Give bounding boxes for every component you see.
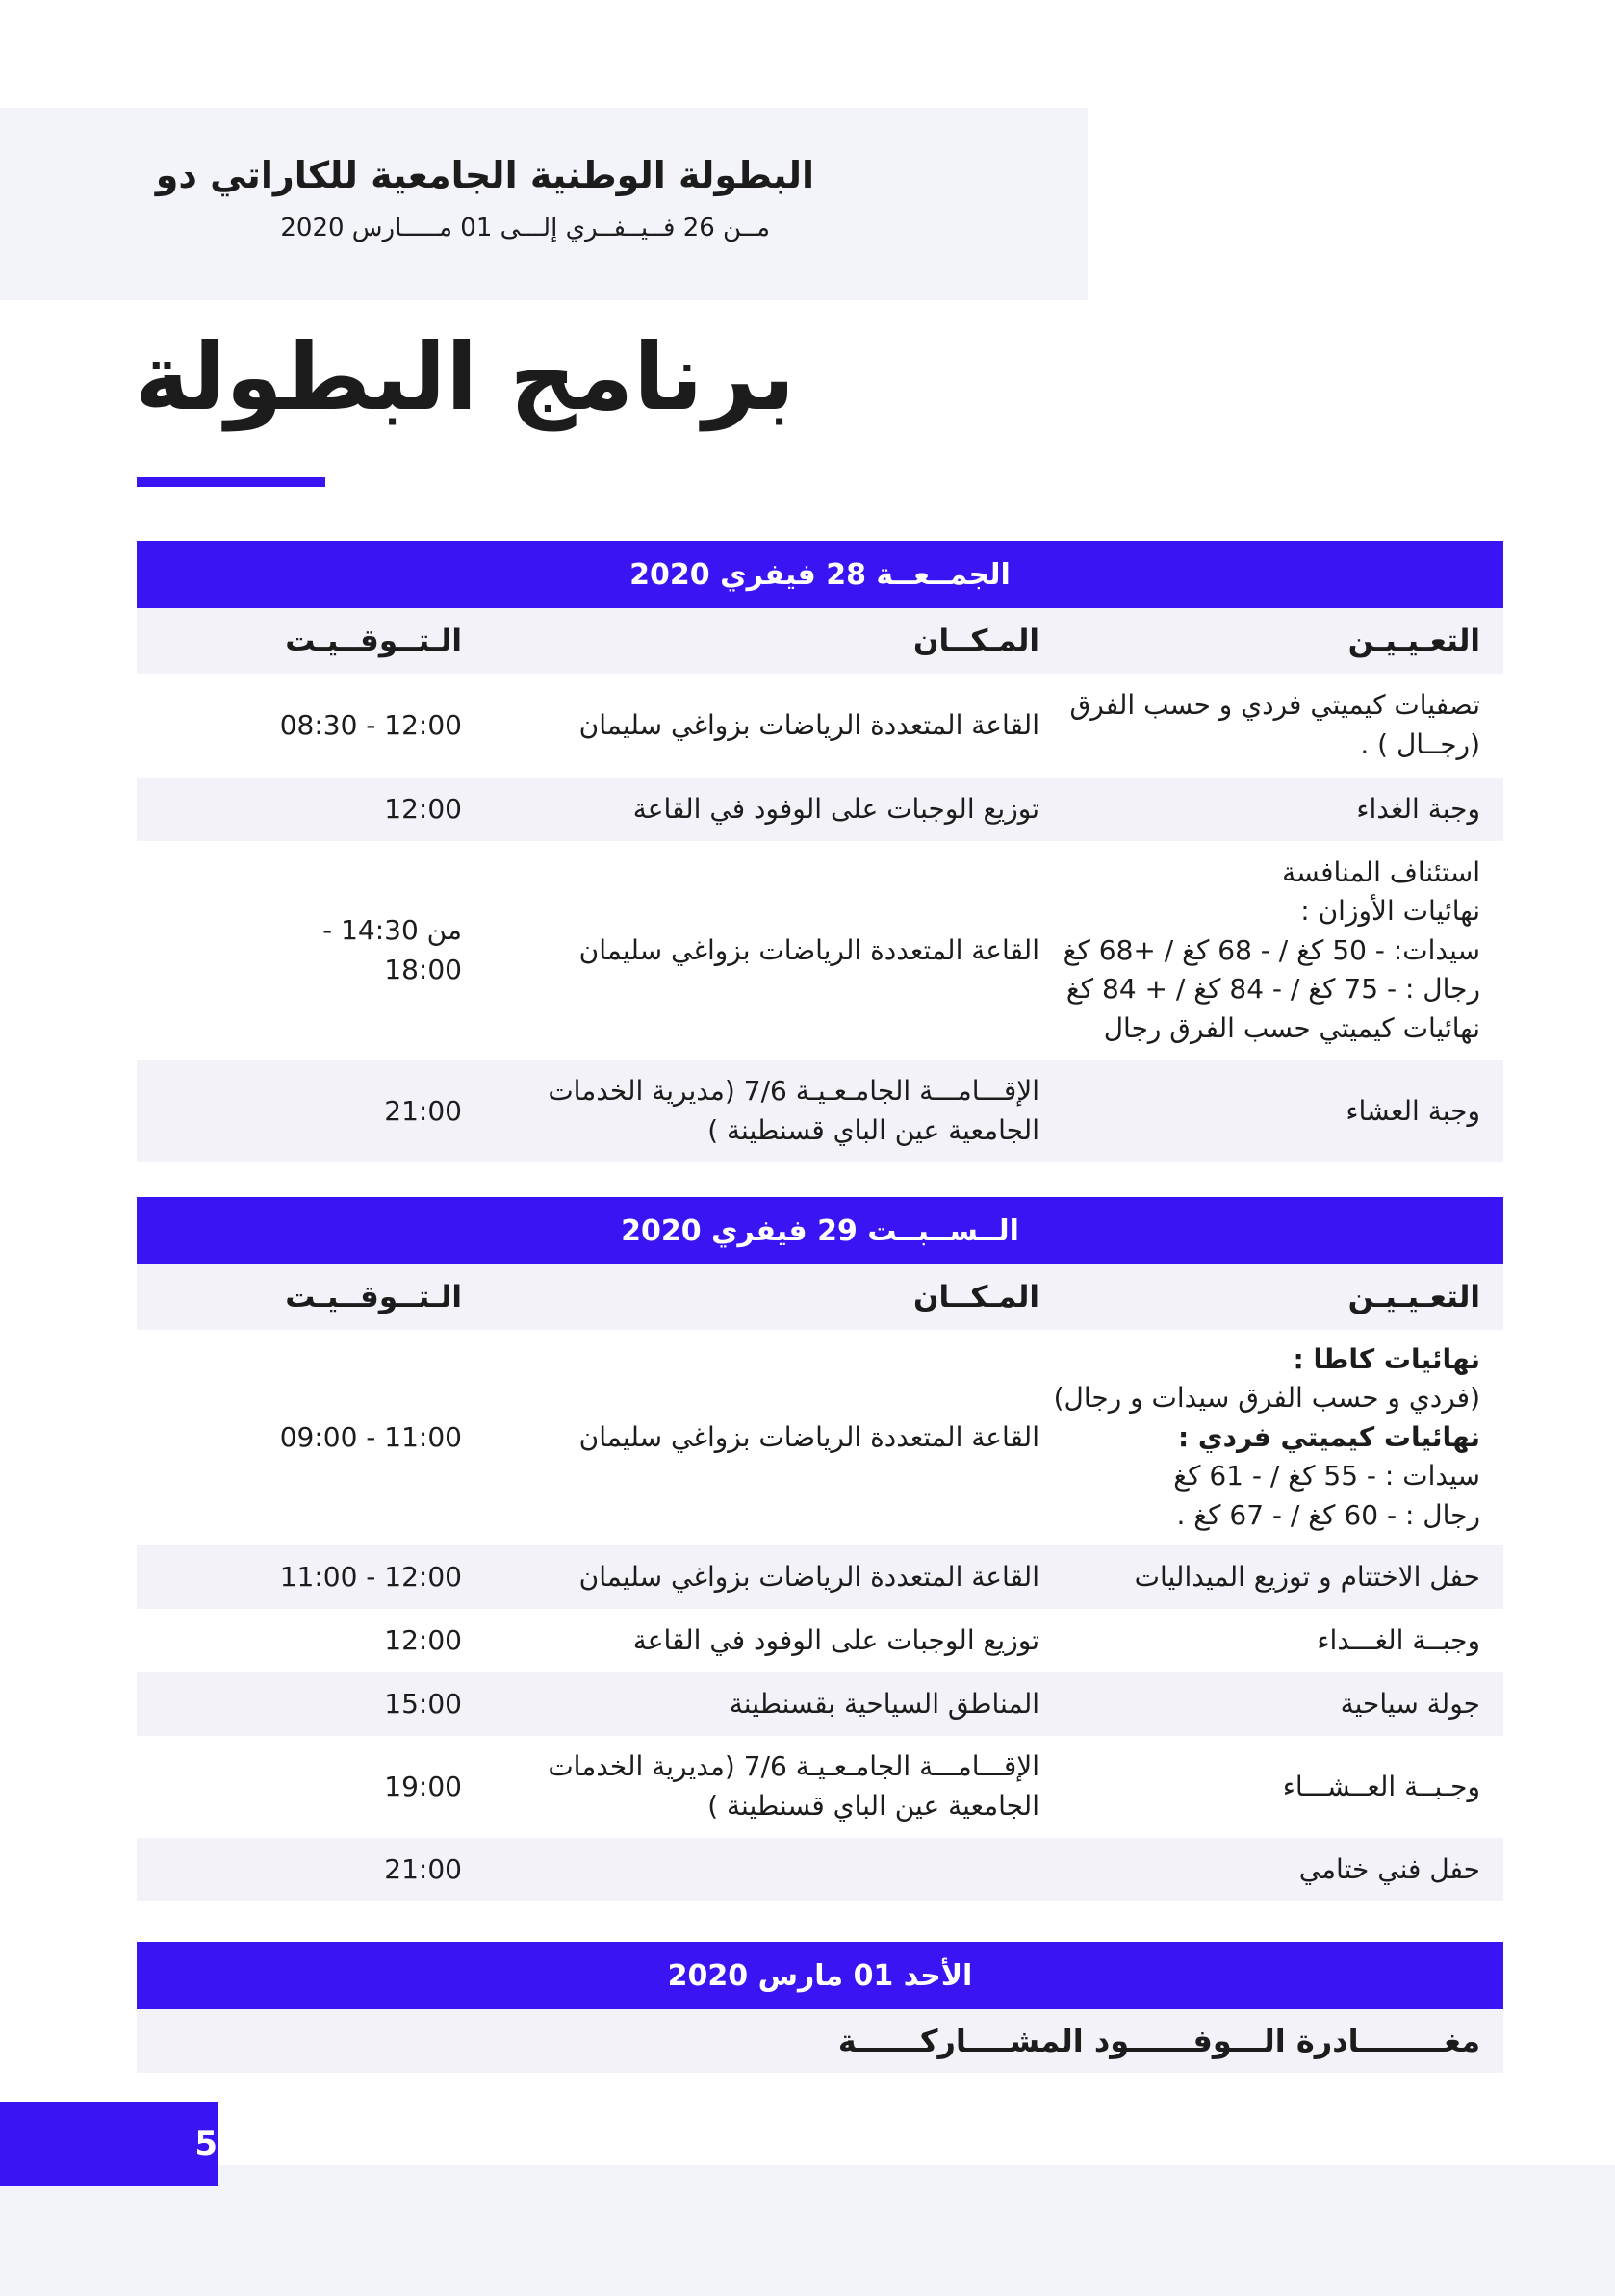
day-3-section — [137, 1942, 1503, 2073]
day-1-section — [137, 541, 1503, 1162]
day-2-section — [137, 1197, 1503, 1901]
cell-line: 11:00 - 12:00 — [279, 1560, 462, 1593]
place-cell — [485, 778, 1063, 841]
place-cell — [485, 1838, 1063, 1901]
cell-line: حفل فني ختامي — [1298, 1852, 1480, 1885]
table-row — [137, 1060, 1503, 1162]
place-cell — [485, 1060, 1063, 1162]
column-header-place: المـكــان — [913, 623, 1039, 658]
assignment-cell — [1063, 1736, 1503, 1838]
time-cell — [137, 1545, 485, 1609]
cell-line: 15:00 — [384, 1687, 462, 1720]
cell-line: المناطق السياحية بقسنطينة — [729, 1687, 1039, 1720]
cell-line: الجامعية عين الباي قسنطينة ) — [707, 1114, 1039, 1146]
table-row — [137, 1330, 1503, 1545]
place-cell — [485, 1545, 1063, 1609]
column-header-assignment: التعـيـيـن — [1347, 1279, 1480, 1314]
cell-line: نهائيات كاطا : — [1293, 1342, 1480, 1375]
column-header-time: الـتــوقــيـت — [285, 1279, 462, 1314]
time-cell — [137, 1736, 485, 1838]
time-cell — [137, 1609, 485, 1672]
time-cell — [137, 778, 485, 841]
table-row — [137, 1609, 1503, 1672]
place-cell — [485, 1330, 1063, 1545]
place-cell — [485, 674, 1063, 778]
table-header-row — [137, 608, 1503, 674]
assignment-cell — [1063, 1609, 1503, 1672]
assignment-cell — [1063, 1060, 1503, 1162]
cell-line: تصفيات كيميتي فردي و حسب الفرق — [1069, 689, 1480, 722]
time-cell — [137, 1838, 485, 1901]
cell-line: القاعة المتعددة الرياضات بزواغي سليمان — [578, 708, 1039, 741]
document-title: البطولة الوطنية الجامعية للكاراتي دو — [155, 154, 814, 196]
place-cell — [485, 1736, 1063, 1838]
cell-line: 09:00 - 11:00 — [279, 1420, 462, 1453]
cell-line: توزيع الوجبات على الوفود في القاعة — [632, 1623, 1039, 1656]
place-cell — [485, 1672, 1063, 1736]
cell-line: (فردي و حسب الفرق سيدات و رجال) — [1053, 1382, 1480, 1415]
cell-line: وجبــة الغـــداء — [1317, 1623, 1480, 1656]
document-dates: مــن 26 فــيــفــري إلـــى 01 مـــــارس 2020 — [280, 214, 770, 242]
header-band — [0, 108, 1088, 300]
cell-line: (رجــال ) . — [1360, 728, 1480, 760]
cell-line: 19:00 — [384, 1770, 462, 1802]
footer-band — [0, 2165, 1615, 2296]
cell-line: 12:00 — [384, 1623, 462, 1656]
assignment-cell — [1063, 1672, 1503, 1736]
departure-note: مغــــــــادرة الـــوفــــــود المشــــاركــــــة — [137, 2009, 1503, 2073]
assignment-cell — [1063, 841, 1503, 1060]
cell-line: رجال : - 75 كغ / - 84 كغ / + 84 كغ — [1065, 973, 1480, 1006]
cell-line: 21:00 — [384, 1852, 462, 1885]
cell-line: نهائيات الأوزان : — [1300, 895, 1480, 928]
table-header-row — [137, 1264, 1503, 1330]
table-row — [137, 1672, 1503, 1736]
page-number: 5 — [0, 2102, 218, 2186]
cell-line: نهائيات كيميتي فردي : — [1177, 1420, 1480, 1453]
place-cell — [485, 841, 1063, 1060]
cell-line: وجبة العشاء — [1346, 1094, 1480, 1127]
assignment-cell — [1063, 778, 1503, 841]
schedule-table — [137, 608, 1503, 1162]
column-header-assignment: التعـيـيـن — [1347, 623, 1480, 658]
title-underline — [137, 477, 325, 487]
cell-line: الإقـــامـــة الجامـعـيـة 7/6 (مديرية الخدمات — [548, 1075, 1039, 1108]
column-header-time: الـتــوقــيـت — [285, 623, 462, 658]
cell-line: استئناف المنافسة — [1282, 855, 1480, 888]
cell-line: الجامعية عين الباي قسنطينة ) — [707, 1790, 1039, 1822]
schedule-table — [137, 1264, 1503, 1901]
assignment-cell — [1063, 1838, 1503, 1901]
time-cell — [137, 1330, 485, 1545]
column-header-place: المـكــان — [913, 1279, 1039, 1314]
time-cell — [137, 1060, 485, 1162]
cell-line: حفل الاختتام و توزيع الميداليات — [1134, 1560, 1480, 1593]
day-heading: الأحد 01 مارس 2020 — [137, 1942, 1503, 2009]
cell-line: 21:00 — [384, 1094, 462, 1127]
assignment-cell — [1063, 1545, 1503, 1609]
cell-line: نهائيات كيميتي حسب الفرق رجال — [1103, 1011, 1480, 1044]
cell-line: من 14:30 - — [322, 914, 462, 947]
table-row — [137, 841, 1503, 1060]
cell-line: وجـبــة العــشـــاء — [1282, 1770, 1480, 1802]
cell-line: الإقـــامـــة الجامـعـيـة 7/6 (مديرية الخدمات — [548, 1750, 1039, 1783]
time-cell — [137, 1672, 485, 1736]
cell-line: توزيع الوجبات على الوفود في القاعة — [632, 792, 1039, 825]
cell-line: سيدات: - 50 كغ / - 68 كغ / +68 كغ — [1063, 933, 1480, 966]
cell-line: 18:00 — [384, 954, 462, 985]
table-row — [137, 1545, 1503, 1609]
cell-line: 12:00 — [384, 792, 462, 825]
cell-line: القاعة المتعددة الرياضات بزواغي سليمان — [578, 1560, 1039, 1593]
table-row — [137, 674, 1503, 778]
day-heading: الجمــعــة 28 فيفري 2020 — [137, 541, 1503, 608]
table-row — [137, 1838, 1503, 1901]
assignment-cell — [1053, 1330, 1503, 1545]
cell-line: وجبة الغداء — [1356, 792, 1480, 825]
place-cell — [485, 1609, 1063, 1672]
time-cell — [137, 841, 485, 1060]
table-row — [137, 778, 1503, 841]
cell-line: 08:30 - 12:00 — [279, 708, 462, 741]
time-cell — [137, 674, 485, 778]
cell-line: رجال : - 60 كغ / - 67 كغ . — [1176, 1498, 1480, 1531]
day-heading: الــســبــت 29 فيفري 2020 — [137, 1197, 1503, 1264]
page-title: برنامج البطولة — [134, 323, 795, 431]
cell-line: جولة سياحية — [1340, 1687, 1480, 1720]
assignment-cell — [1063, 674, 1503, 778]
cell-line: القاعة المتعددة الرياضات بزواغي سليمان — [578, 933, 1039, 966]
table-row — [137, 1736, 1503, 1838]
cell-line: سيدات : - 55 كغ / - 61 كغ — [1173, 1460, 1480, 1492]
cell-line: القاعة المتعددة الرياضات بزواغي سليمان — [578, 1420, 1039, 1453]
